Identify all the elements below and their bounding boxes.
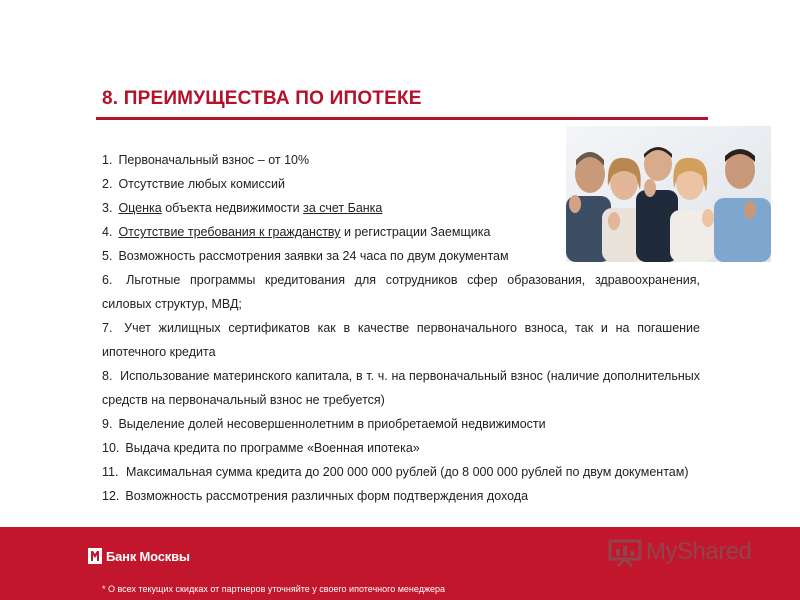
list-item: 2. Отсутствие любых комиссий	[102, 177, 285, 191]
list-item: 5. Возможность рассмотрения заявки за 24 часа по двум документам	[102, 249, 509, 263]
watermark: MyShared	[608, 537, 751, 567]
presentation-icon	[608, 537, 642, 567]
list-item: 10. Выдача кредита по программе «Военная ипотека»	[102, 441, 420, 455]
slide-title: 8. ПРЕИМУЩЕСТВА ПО ИПОТЕКЕ	[102, 88, 422, 109]
list-item: 4. Отсутствие требования к гражданству и регистрации Заемщика	[102, 225, 491, 239]
list-item: 7. Учет жилищных сертификатов как в качестве первоначального взноса, так и на погашение ипотечного кредита	[102, 321, 700, 359]
list-item: 12. Возможность рассмотрения различных форм подтверждения дохода	[102, 489, 529, 503]
list-item: 11. Максимальная сумма кредита до 200 000 000 рублей (до 8 000 000 рублей по двум документам)	[102, 465, 689, 479]
bank-logo: Банк Москвы	[88, 548, 190, 564]
bank-logo-icon	[88, 548, 102, 564]
footnote: * О всех текущих скидках от партнеров уточняйте у своего ипотечного менеджера	[102, 584, 446, 594]
footer-bar	[0, 527, 800, 600]
list-item: 8. Использование материнского капитала, в т. ч. на первоначальный взнос (наличие дополнительных средств на первоначальный взнос не требуется)	[102, 369, 700, 407]
advantages-list	[102, 148, 700, 508]
list-item: 9. Выделение долей несовершеннолетним в приобретаемой недвижимости	[102, 417, 546, 431]
list-item: 6. Льготные программы кредитования для сотрудников сфер образования, здравоохранения, силовых структур, МВД;	[102, 273, 700, 311]
title-divider	[96, 117, 708, 120]
list-item: 1. Первоначальный взнос – от 10%	[102, 153, 310, 167]
list-item: 3. Оценка объекта недвижимости за счет Банка	[102, 201, 383, 215]
